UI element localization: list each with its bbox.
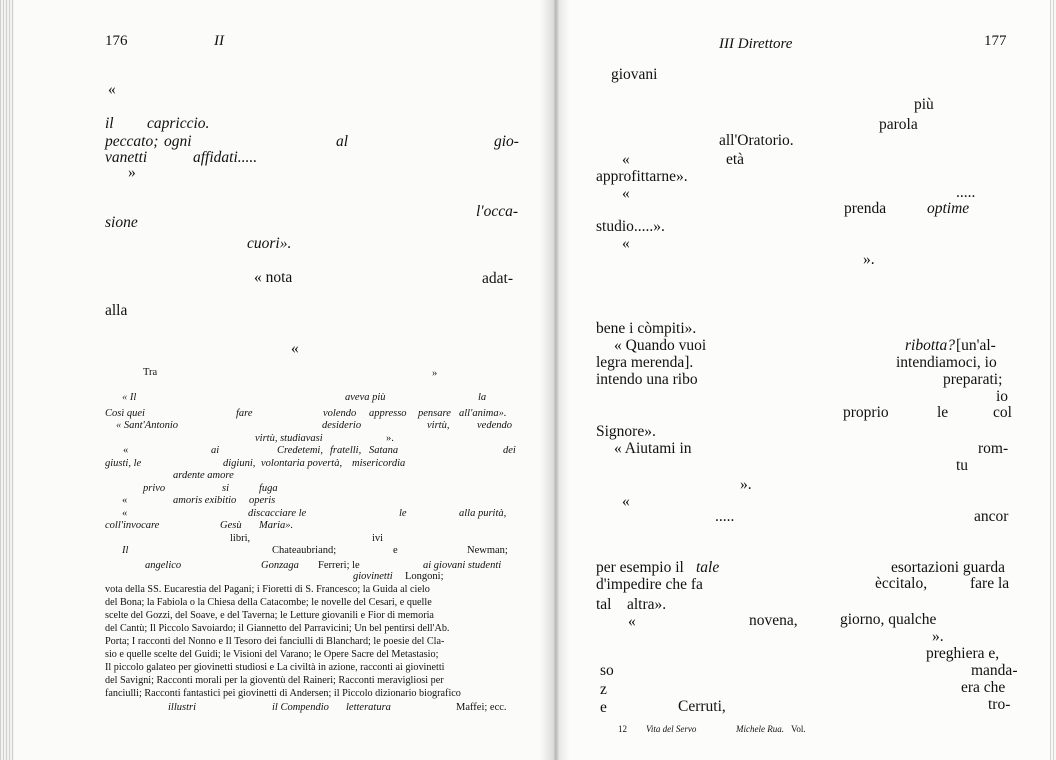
- body-text: « Quando vuoi: [614, 337, 707, 354]
- body-text: « Aiutami in: [614, 440, 692, 457]
- footnote-text: Gesù: [220, 520, 242, 531]
- body-text: manda-: [971, 662, 1018, 679]
- footnote-text: pensare: [418, 408, 451, 419]
- footnote-text: Newman;: [467, 545, 508, 556]
- body-text: »: [128, 164, 136, 181]
- footer-author: Michele Rua.: [736, 724, 784, 734]
- body-text: ribotta?: [905, 337, 955, 354]
- body-text: «: [622, 493, 630, 510]
- footnote-text: Credetemi,: [277, 445, 323, 456]
- body-text: proprio: [843, 404, 889, 421]
- body-text: tal: [596, 596, 612, 613]
- body-text: preghiera e,: [926, 645, 1000, 662]
- page-number: 177: [984, 33, 1007, 49]
- footnote-text: aveva più: [345, 392, 386, 403]
- body-text: esortazioni guarda: [891, 559, 1006, 576]
- footnote-text: illustri: [168, 702, 197, 713]
- body-text: .....: [715, 508, 735, 525]
- footnote-text: e: [393, 545, 398, 556]
- footnote-line: scelte del Gozzi, del Soave, e del Taverna; le Letture giovanili e Fior di memoria: [105, 610, 434, 621]
- footnote-text: Gonzaga: [261, 560, 299, 571]
- footnote-text: alla purità,: [459, 508, 507, 519]
- footnote-text: Il: [122, 545, 129, 556]
- footnote-line: Porta; I racconti del Nonno e Il Tesoro dei fanciulli di Blanchard; le poesie del Cla-: [105, 636, 445, 647]
- body-text: d'impedire che fa: [596, 576, 703, 593]
- body-text: Signore».: [596, 423, 656, 440]
- body-text: approfittarne».: [596, 168, 688, 185]
- footnote-text: letteratura: [346, 702, 391, 713]
- body-text: z: [600, 681, 607, 698]
- body-text: «: [622, 151, 630, 168]
- body-text: tro-: [988, 696, 1011, 713]
- body-text: .....: [956, 184, 976, 201]
- footnote-text: volontaria povertà,: [261, 458, 343, 469]
- body-text: le: [937, 404, 949, 421]
- body-text: altra».: [627, 596, 667, 613]
- footnote-text: «: [122, 495, 128, 506]
- book-gutter: [540, 0, 570, 760]
- body-text: ».: [932, 628, 944, 645]
- body-text: bene i còmpiti».: [596, 320, 697, 337]
- footnote-text: desiderio: [322, 420, 362, 431]
- body-text: giorno, qualche: [840, 611, 937, 628]
- body-text: »: [432, 368, 438, 379]
- body-text: «: [291, 340, 299, 357]
- footnote-line: del Cantù; Il Piccolo Savoiardo; il Giannetto del Parravicini; Un bel pentirsi dell'Ab.: [105, 623, 450, 634]
- footnote-text: vedendo: [477, 420, 512, 431]
- body-text: vanetti: [105, 149, 148, 166]
- body-text: col: [993, 404, 1012, 421]
- footnote-line: del Savigni; Racconti morali per la gioventù del Raineri; Racconti meravigliosi per: [105, 675, 444, 686]
- body-text: al: [336, 133, 349, 150]
- body-text: più: [914, 96, 934, 113]
- footnote-text: amoris exibitio: [173, 495, 237, 506]
- body-text: era che: [961, 679, 1006, 696]
- footnote-text: « Sant'Antonio: [116, 420, 179, 431]
- body-text: intendiamoci, io: [896, 354, 997, 371]
- body-text: ogni: [164, 133, 192, 150]
- body-text: per esempio il: [596, 559, 684, 576]
- body-text: èccitalo,: [875, 575, 928, 592]
- footnote-text: discacciare le: [248, 508, 307, 519]
- footnote-text: Satana: [369, 445, 399, 456]
- body-text: intendo una ribo: [596, 371, 698, 388]
- footnote-text: appresso: [369, 408, 407, 419]
- footnote-text: Longoni;: [405, 571, 444, 582]
- body-text: alla: [105, 302, 128, 319]
- footnote-text: angelico: [145, 560, 182, 571]
- footnote-text: fuga: [259, 483, 278, 494]
- body-text: età: [726, 151, 745, 168]
- footnote-text: «: [122, 508, 128, 519]
- running-head: III Direttore: [719, 36, 793, 52]
- footnote-text: Chateaubriand;: [272, 545, 337, 556]
- footnote-text: fare: [236, 408, 253, 419]
- body-text: « nota: [254, 269, 293, 286]
- body-text: optime: [927, 200, 970, 217]
- right-page: [556, 0, 1056, 760]
- body-text: ancor: [974, 508, 1009, 525]
- footnote-text: all'anima».: [459, 408, 507, 419]
- body-text: e: [600, 699, 607, 716]
- footnote-line: vota della SS. Eucarestia del Pagani; i Fioretti di S. Francesco; la Guida al cielo: [105, 584, 430, 595]
- body-text: ».: [863, 251, 875, 268]
- body-text: cuori».: [247, 235, 292, 252]
- body-text: gio-: [494, 133, 519, 150]
- body-text: «: [108, 81, 116, 98]
- body-text: studio.....».: [596, 218, 665, 235]
- footnote-text: coll'invocare: [105, 520, 160, 531]
- footnote-text: il Compendio: [272, 702, 329, 713]
- body-text: all'Oratorio.: [719, 132, 794, 149]
- body-text: rom-: [978, 440, 1009, 457]
- footnote-text: virtù,: [427, 420, 450, 431]
- footnote-text: ardente amore: [173, 470, 234, 481]
- body-text: io: [996, 388, 1009, 405]
- footnote-text: ai giovani studenti: [423, 560, 502, 571]
- footnote-text: fratelli,: [330, 445, 362, 456]
- footnote-text: giusti, le: [105, 458, 142, 469]
- body-text: capriccio.: [147, 115, 210, 132]
- body-text: prenda: [844, 200, 887, 217]
- footnote-text: la: [478, 392, 487, 403]
- footnote-text: ».: [386, 433, 394, 444]
- body-text: so: [600, 662, 614, 679]
- body-text: ».: [740, 476, 752, 493]
- body-text: «: [628, 613, 636, 630]
- page-number: 176: [105, 33, 128, 49]
- page-edge: [1050, 0, 1056, 760]
- footnote-text: Maria».: [259, 520, 294, 531]
- footnote-text: virtù, studiavasi: [255, 433, 323, 444]
- body-text: l'occa-: [476, 203, 519, 220]
- footnote-line: fanciulli; Racconti fantastici pei giovinetti di Andersen; il Piccolo dizionario biografico: [105, 688, 461, 699]
- body-text: [un'al-: [956, 337, 996, 354]
- footer-volume: Vol.: [791, 724, 806, 734]
- footnote-text: ai: [211, 445, 220, 456]
- footnote-text: giovinetti: [353, 571, 393, 582]
- body-text: «: [622, 235, 630, 252]
- footnote-text: privo: [143, 483, 166, 494]
- footnote-text: operis: [249, 495, 276, 506]
- body-text: affidati.....: [193, 149, 258, 166]
- body-text: preparati;: [943, 371, 1003, 388]
- body-text: tale: [696, 559, 720, 576]
- body-text: legra merenda].: [596, 354, 694, 371]
- footnote-text: dei: [503, 445, 516, 456]
- running-head: II: [214, 33, 224, 49]
- footnote-text: ivi: [372, 533, 384, 544]
- body-text: peccato;: [105, 133, 159, 150]
- footnote-line: del Bona; la Fabiola o la Chiesa della Catacombe; le novelle del Cesari, e quelle: [105, 597, 432, 608]
- footer-title: Vita del Servo: [646, 724, 697, 734]
- body-text: Cerruti,: [678, 698, 726, 715]
- body-text: parola: [879, 116, 918, 133]
- footnote-text: « Il: [122, 392, 137, 403]
- footnote-text: Così quei: [105, 408, 145, 419]
- footnote-text: Ferreri; le: [318, 560, 360, 571]
- page-edge: [0, 0, 14, 760]
- footnote-text: si: [222, 483, 230, 494]
- body-text: fare la: [970, 575, 1010, 592]
- footnote-text: digiuni,: [223, 458, 256, 469]
- footnote-text: libri,: [230, 533, 251, 544]
- body-text: giovani: [611, 66, 658, 83]
- footnote-text: Maffei; ecc.: [456, 702, 507, 713]
- body-text: adat-: [482, 270, 513, 287]
- body-text: il: [105, 115, 114, 132]
- body-text: tu: [956, 457, 969, 474]
- footnote-text: «: [123, 445, 129, 456]
- footnote-line: sio e quelle scelte del Guidi; le Visioni del Varano; le Opere Sacre del Metastasio;: [105, 649, 439, 660]
- body-text: novena,: [749, 612, 798, 629]
- body-text: sione: [105, 214, 138, 231]
- footer-signature: 12: [618, 724, 627, 734]
- footnote-text: volendo: [323, 408, 357, 419]
- body-text: «: [622, 185, 630, 202]
- footnote-text: le: [399, 508, 407, 519]
- footnote-text: misericordia: [352, 458, 406, 469]
- footnote-line: Il piccolo galateo per giovinetti studiosi e La civiltà in azione, racconti ai giovinetti: [105, 662, 445, 673]
- body-text: Tra: [143, 367, 158, 378]
